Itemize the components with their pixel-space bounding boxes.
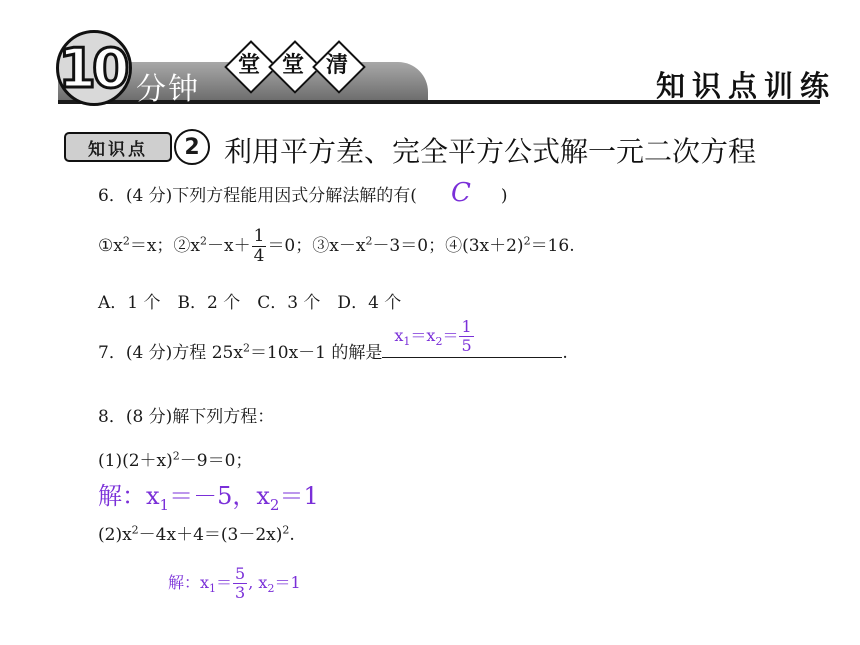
exponent: 2	[172, 449, 180, 463]
question-8-answer-1	[98, 476, 319, 514]
exponent: 2	[242, 341, 250, 355]
question-8-part-2	[98, 520, 295, 545]
answer-text: 解：x	[98, 482, 160, 510]
question-6-equations	[98, 228, 575, 265]
fraction-denominator: 4	[253, 246, 265, 266]
q6-stem-text: 6．(4 分)下列方程能用因式分解法解的有(	[98, 186, 417, 206]
badge-number: 10	[58, 36, 126, 100]
subscript: 1	[159, 495, 170, 514]
part-text: (2)x	[98, 525, 132, 545]
subscript: 1	[209, 582, 217, 596]
fraction-one-quarter	[252, 228, 267, 265]
q7-answer-blank	[382, 317, 562, 363]
minutes-label: 分钟	[136, 72, 200, 107]
answer-text: ＝1	[274, 573, 301, 592]
subscript: 2	[269, 495, 280, 514]
part-text: －9＝0；	[179, 451, 253, 471]
question-6-options: A．1 个 B．2 个 C．3 个 D．4 个	[98, 293, 402, 313]
question-6-stem	[98, 178, 507, 208]
exponent: 2	[122, 234, 130, 248]
knowledge-point-number: 2	[174, 129, 210, 165]
header-banner	[0, 0, 860, 112]
exponent: 2	[523, 234, 531, 248]
fraction-denominator: 5	[461, 336, 472, 355]
knowledge-point-title: 利用平方差、完全平方公式解一元二次方程	[224, 135, 757, 168]
eq-text: ＝0；③x－x	[267, 236, 366, 256]
eq-text: －3＝0；④(3x＋2)	[372, 236, 524, 256]
question-7	[98, 317, 568, 363]
fraction-numerator: 5	[235, 564, 246, 583]
section-title: 知识点训练	[656, 69, 837, 103]
q6-close: )	[500, 186, 508, 206]
exponent: 2	[131, 523, 139, 537]
question-8-part-1	[98, 446, 252, 471]
subscript: 2	[435, 335, 443, 349]
answer-text: x	[394, 326, 404, 345]
subscript: 2	[267, 582, 275, 596]
part-text: .	[289, 525, 295, 545]
answer-text: ＝1	[279, 482, 319, 510]
fraction-one-fifth	[459, 319, 473, 354]
eq-text: ＝x；②x	[129, 236, 201, 256]
diamond-char: 堂	[281, 52, 304, 78]
eq-text: ＝16.	[530, 236, 575, 256]
part-text: －4x＋4＝(3－2x)	[138, 525, 283, 545]
eq-text: ①x	[98, 236, 123, 256]
q7-end: .	[562, 343, 568, 363]
exponent: 2	[200, 234, 208, 248]
q6-answer: C	[450, 178, 471, 208]
question-8-stem: 8．(8 分)解下列方程：	[98, 407, 275, 427]
question-8-answer-2	[168, 566, 301, 601]
fraction-denominator: 3	[235, 583, 246, 602]
part-text: (1)(2＋x)	[98, 451, 173, 471]
answer-text: 解：x	[168, 573, 210, 592]
q7-answer	[394, 319, 474, 354]
knowledge-point-tag: 知识点	[64, 132, 172, 162]
diamond-char: 堂	[237, 52, 260, 78]
subscript: 1	[403, 335, 411, 349]
q7-stem: ＝10x－1 的解是	[249, 343, 383, 363]
answer-text: , x	[248, 573, 268, 592]
answer-text: ＝	[216, 573, 233, 592]
fraction-five-thirds	[233, 566, 247, 601]
exponent: 2	[282, 523, 290, 537]
q7-stem: 7．(4 分)方程 25x	[98, 343, 243, 363]
diamond-emblem	[224, 40, 374, 100]
exponent: 2	[365, 234, 373, 248]
answer-text: ＝	[442, 326, 459, 345]
ten-minute-badge	[56, 30, 132, 106]
diamond-char: 清	[325, 52, 348, 78]
answer-text: ＝x	[410, 326, 436, 345]
fraction-numerator: 1	[253, 226, 265, 246]
answer-text: ＝－5，x	[169, 482, 270, 510]
fraction-numerator: 1	[461, 317, 472, 336]
eq-text: －x＋	[207, 236, 251, 256]
